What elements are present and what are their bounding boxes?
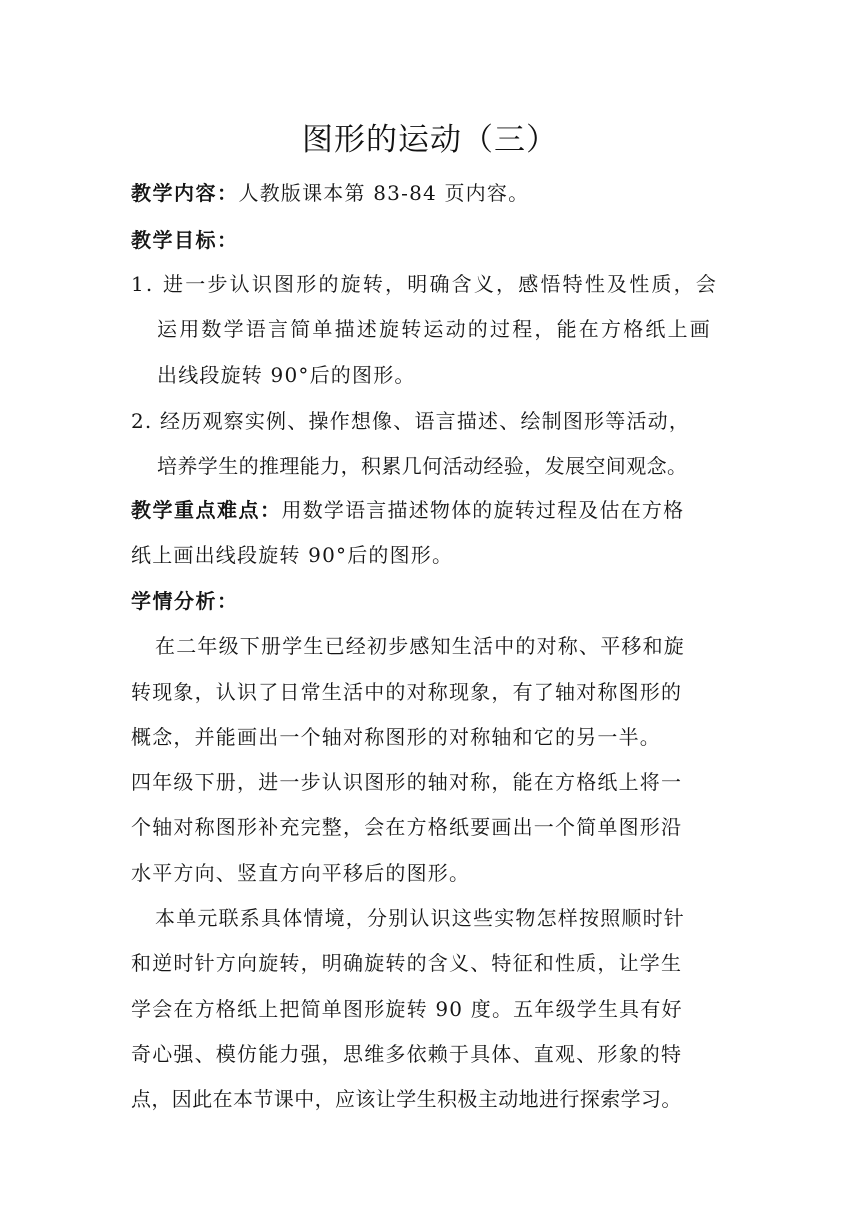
para-1-line-3: 概念，并能画出一个轴对称图形的对称轴和它的另一半。 [131,725,661,749]
para-1-line-2: 转现象，认识了日常生活中的对称现象，有了轴对称图形的 [131,680,683,704]
teaching-goals-label: 教学目标： [131,228,239,252]
para-2-line-1: 四年级下册，进一步认识图形的轴对称，能在方格纸上将一 [131,770,683,794]
para-1-line-1: 在二年级下册学生已经初步感知生活中的对称、平移和旋 [155,634,685,658]
goal-1-line-1: 1. 进一步认识图形的旋转，明确含义，感悟特性及性质，会 [131,272,719,296]
goal-1-line-3: 出线段旋转 90°后的图形。 [157,363,416,387]
teaching-content-line [131,178,529,208]
goal-2-line-2: 培养学生的推理能力，积累几何活动经验，发展空间观念。 [157,454,688,478]
key-points-line-2: 纸上画出线段旋转 90°后的图形。 [131,543,454,567]
para-3-line-1: 本单元联系具体情境，分别认识这些实物怎样按照顺时针 [155,906,685,930]
key-points-label: 教学重点难点： [131,498,282,522]
goal-2-line-1: 2. 经历观察实例、操作想像、语言描述、绘制图形等活动， [131,409,691,433]
analysis-label: 学情分析： [131,589,239,613]
teaching-content-text: 人教版课本第 83-84 页内容。 [238,181,530,205]
key-points-text-1: 用数学语言描述物体的旋转过程及估在方格 [281,498,685,522]
para-3-line-4: 奇心强、模仿能力强，思维多依赖于具体、直观、形象的特 [131,1042,683,1066]
teaching-content-label: 教学内容： [131,181,239,205]
para-3-line-5: 点，因此在本节课中，应该让学生积极主动地进行探索学习。 [131,1087,682,1111]
key-points-line-1 [131,495,684,525]
para-2-line-2: 个轴对称图形补充完整，会在方格纸要画出一个简单图形沿 [131,815,683,839]
goal-1-line-2: 运用数学语言简单描述旋转运动的过程，能在方格纸上画 [157,317,712,341]
document-title: 图形的运动（三） [302,122,558,158]
para-3-line-3: 学会在方格纸上把简单图形旋转 90 度。五年级学生具有好 [131,997,683,1021]
para-2-line-3: 水平方向、竖直方向平移后的图形。 [131,861,471,885]
para-3-line-2: 和逆时针方向旋转，明确旋转的含义、特征和性质，让学生 [131,951,683,975]
